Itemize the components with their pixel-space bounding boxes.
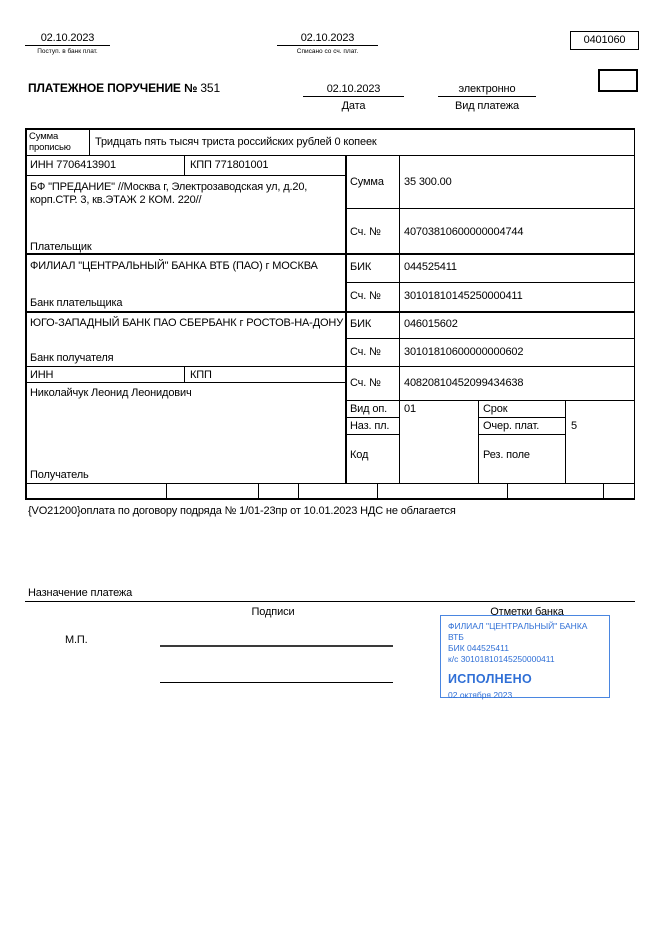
payer-bank-account: 30101810145250000411 — [404, 290, 523, 302]
payer-account-label: Сч. № — [350, 226, 381, 238]
table-border — [345, 282, 635, 283]
table-divider — [478, 400, 479, 483]
payer-bank-label: Банк плательщика — [30, 297, 123, 309]
table-border — [25, 175, 345, 176]
doc-number: 351 — [200, 81, 220, 95]
amount-words-label: Сумма прописью — [29, 131, 71, 153]
purpose-underline — [25, 601, 635, 602]
payee-bank-label: Банк получателя — [30, 352, 114, 364]
table-border — [345, 338, 635, 339]
table-border — [345, 434, 399, 435]
purpose-kind-label: Наз. пл. — [350, 420, 390, 432]
payee-bank-account-label: Сч. № — [350, 346, 381, 358]
table-border — [25, 366, 635, 367]
table-border — [345, 417, 399, 418]
payer-bank-account-label: Сч. № — [350, 290, 381, 302]
tax-row-divider — [377, 483, 378, 498]
payee-bank-account: 30101810600000000602 — [404, 346, 524, 358]
bank-stamp — [440, 615, 610, 698]
payment-kind-code-box — [598, 69, 638, 92]
op-kind-value: 01 — [404, 403, 416, 415]
reserve-field-label: Рез. поле — [483, 449, 530, 461]
table-border — [25, 483, 635, 484]
priority-value: 5 — [571, 420, 577, 432]
bank-marks-label: Отметки банка — [490, 606, 564, 618]
table-border — [25, 253, 635, 255]
tax-row-divider — [298, 483, 299, 498]
payer-bank-bik: 044525411 — [404, 261, 457, 273]
table-border — [478, 434, 565, 435]
amount-words: Тридцать пять тысяч триста российских рублей 0 копеек — [95, 136, 377, 148]
form-code: 0401060 — [570, 31, 639, 50]
payee-name: Николайчук Леонид Леонидович — [30, 387, 192, 399]
stamp-corr-account: к/с 30101810145250000411 — [448, 654, 555, 664]
doc-title: ПЛАТЕЖНОЕ ПОРУЧЕНИЕ № — [28, 81, 198, 95]
table-divider — [345, 155, 347, 483]
table-divider — [184, 155, 185, 175]
purpose-label: Назначение платежа — [28, 587, 133, 599]
doc-date-underline — [303, 96, 404, 97]
tax-row-divider — [258, 483, 259, 498]
payee-bank-name: ЮГО-ЗАПАДНЫЙ БАНК ПАО СБЕРБАНК г РОСТОВ-НА-ДОНУ — [30, 317, 344, 329]
table-border — [345, 400, 635, 401]
doc-title-row — [28, 82, 220, 94]
received-date: 02.10.2023 — [40, 32, 95, 44]
payee-label: Получатель — [30, 469, 89, 481]
payer-bank-bik-label: БИК — [350, 261, 372, 273]
received-date-label: Поступ. в банк плат. — [37, 48, 98, 55]
payee-bank-bik-label: БИК — [350, 318, 372, 330]
stamp-status: ИСПОЛНЕНО — [448, 672, 532, 686]
table-border-left — [25, 128, 27, 500]
stamp-bik: БИК 044525411 — [448, 643, 509, 653]
payment-kind-underline — [438, 96, 536, 97]
table-divider — [89, 128, 90, 155]
payer-inn: ИНН 7706413901 — [30, 159, 116, 171]
amount-value: 35 300.00 — [404, 176, 452, 188]
table-border — [25, 155, 635, 156]
payer-bank-name: ФИЛИАЛ "ЦЕНТРАЛЬНЫЙ" БАНКА ВТБ (ПАО) г МОСКВА — [30, 260, 318, 272]
payer-account: 40703810600000004744 — [404, 226, 524, 238]
payer-name: БФ "ПРЕДАНИЕ" //Москва г, Электрозаводская ул, д.20, корп.СТР. 3, кв.ЭТАЖ 2 КОМ. 220// — [30, 181, 308, 206]
payment-kind: электронно — [458, 83, 516, 95]
amount-label: Сумма — [350, 176, 384, 188]
doc-date-label: Дата — [341, 100, 366, 112]
signature-line-2 — [160, 682, 393, 683]
table-border — [478, 417, 565, 418]
received-date-underline — [25, 45, 110, 46]
op-kind-label: Вид оп. — [350, 403, 388, 415]
term-label: Срок — [483, 403, 508, 415]
payee-account-label: Сч. № — [350, 377, 381, 389]
payment-kind-label: Вид платежа — [455, 100, 519, 112]
debited-date-underline — [277, 45, 378, 46]
payee-inn-label: ИНН — [30, 369, 54, 381]
code-label: Код — [350, 449, 369, 461]
payee-bank-bik: 046015602 — [404, 318, 458, 330]
table-border — [25, 382, 345, 383]
debited-date: 02.10.2023 — [300, 32, 355, 44]
tax-row-divider — [603, 483, 604, 498]
table-border-bottom — [25, 498, 635, 501]
priority-label: Очер. плат. — [483, 420, 540, 432]
signature-line-1 — [160, 645, 393, 647]
stamp-bank-name: ФИЛИАЛ "ЦЕНТРАЛЬНЫЙ" БАНКА ВТБ — [448, 621, 588, 642]
signatures-label: Подписи — [251, 606, 295, 618]
table-border-right — [634, 128, 636, 500]
table-divider — [184, 366, 185, 382]
purpose-text: {VO21200}оплата по договору подряда № 1/01-23пр от 10.01.2023 НДС не облагается — [28, 505, 456, 517]
payee-kpp-label: КПП — [190, 369, 212, 381]
debited-date-label: Списано со сч. плат. — [296, 48, 359, 55]
payer-kpp: КПП 771801001 — [190, 159, 269, 171]
table-divider — [565, 400, 566, 483]
table-divider — [399, 155, 400, 483]
tax-row-divider — [166, 483, 167, 498]
payer-label: Плательщик — [30, 241, 92, 253]
payee-account: 40820810452099434638 — [404, 377, 524, 389]
stamp-date: 02 октября 2023 — [448, 690, 513, 700]
mp-label: М.П. — [65, 634, 88, 646]
doc-date: 02.10.2023 — [326, 83, 381, 95]
tax-row-divider — [507, 483, 508, 498]
table-border — [25, 311, 635, 313]
table-border-top — [25, 128, 635, 130]
table-border — [345, 208, 635, 209]
